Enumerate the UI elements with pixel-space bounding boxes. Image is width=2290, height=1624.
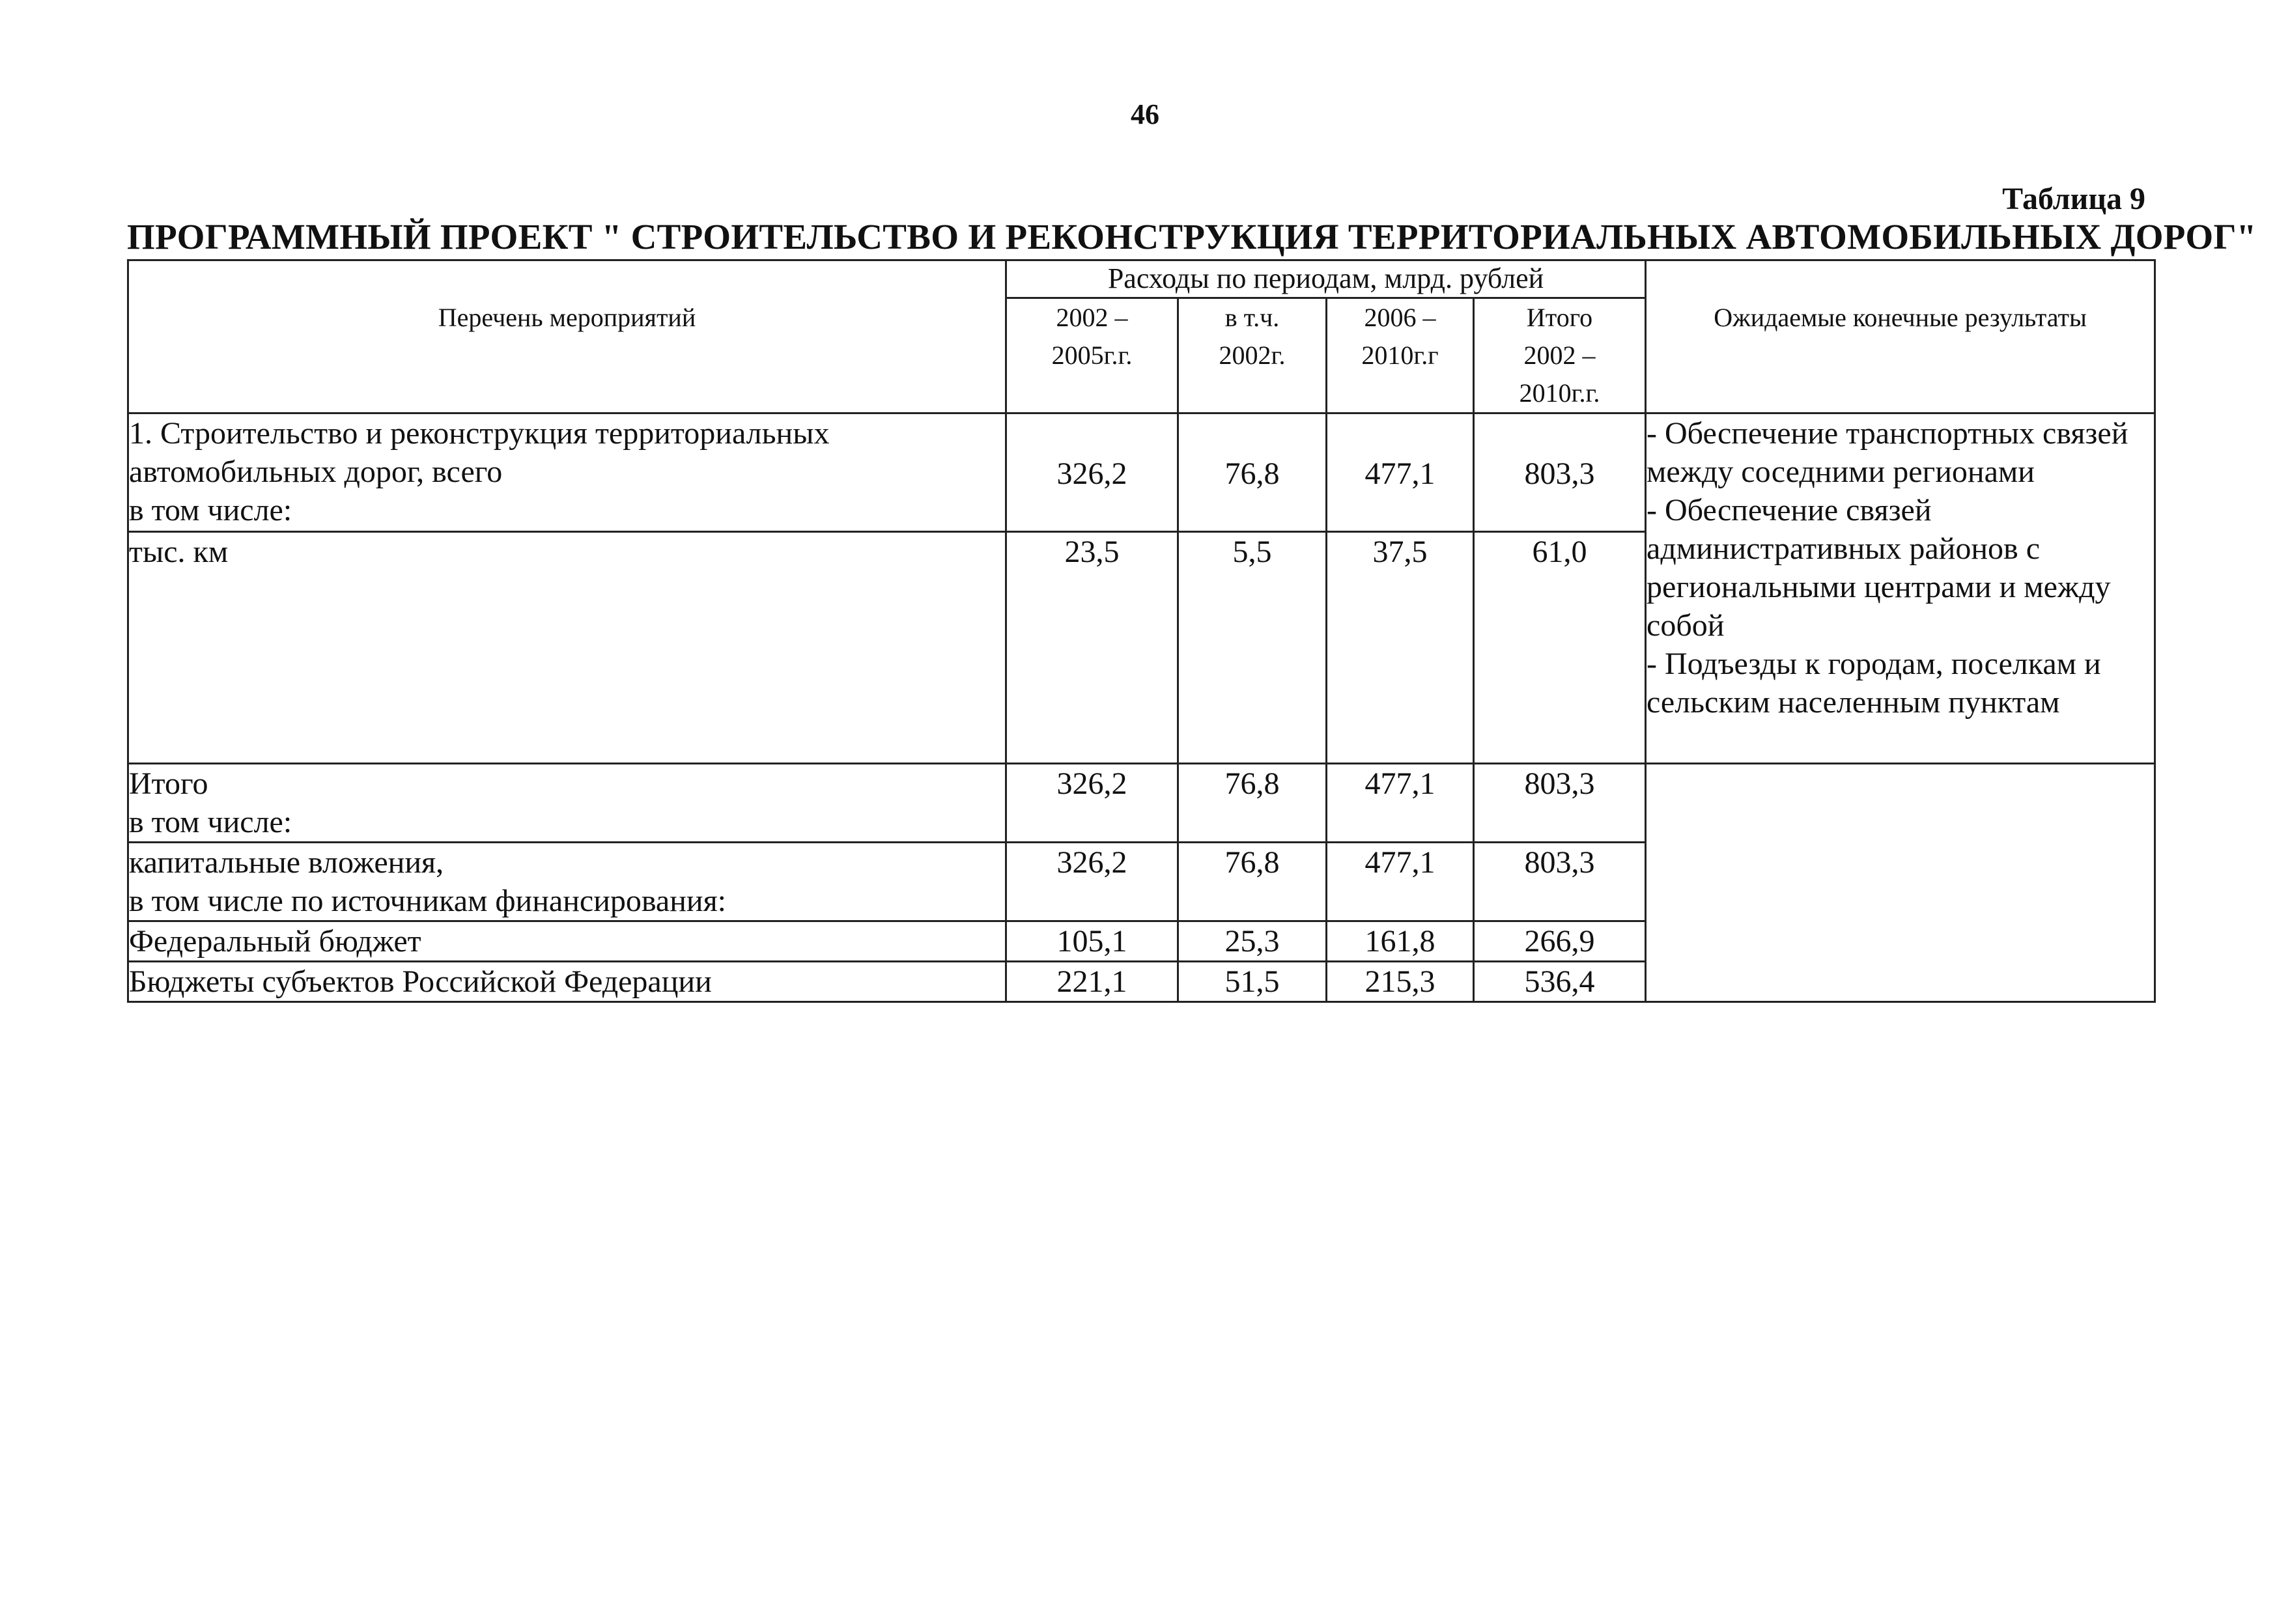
- value-cell: 61,0: [1474, 532, 1646, 764]
- row-label-line: 1. Строительство и реконструкция территориальных: [129, 416, 830, 451]
- expected-result-item: - Обеспечение связей административных районов с региональными центрами и между собой: [1647, 493, 2111, 643]
- header-expenses-group: Расходы по периодам, млрд. рублей: [1006, 260, 1646, 298]
- value-cell: 37,5: [1327, 532, 1474, 764]
- value-cell: 803,3: [1474, 413, 1646, 532]
- row-label-line: в том числе:: [129, 493, 292, 527]
- row-label-line: капитальные вложения,: [129, 845, 444, 880]
- value-cell: 477,1: [1327, 843, 1474, 921]
- row-label-line: в том числе:: [129, 805, 292, 839]
- header-period-2002-2005-line2: 2005г.г.: [1051, 341, 1133, 370]
- value-cell: 5,5: [1178, 532, 1327, 764]
- value-cell: 803,3: [1474, 843, 1646, 921]
- row-label: [128, 843, 1006, 921]
- empty-results-cell: [1646, 764, 2155, 1002]
- row-label: Федеральный бюджет: [128, 921, 1006, 962]
- value-cell: 76,8: [1178, 764, 1327, 843]
- value-cell: 326,2: [1006, 413, 1178, 532]
- value-cell: 326,2: [1006, 764, 1178, 843]
- header-total-line2: 2002 –: [1523, 341, 1596, 370]
- value-cell: 477,1: [1327, 764, 1474, 843]
- value-cell: 266,9: [1474, 921, 1646, 962]
- row-label: [128, 764, 1006, 843]
- row-label: тыс. км: [128, 532, 1006, 764]
- value-cell: 215,3: [1327, 962, 1474, 1002]
- header-total-line3: 2010г.г.: [1519, 378, 1600, 408]
- expected-result-item: - Обеспечение транспортных связей между соседними регионами: [1647, 416, 2128, 489]
- value-cell: 803,3: [1474, 764, 1646, 843]
- page-number: 46: [1131, 98, 1159, 130]
- header-period-2006-2010-line2: 2010г.г: [1361, 341, 1439, 370]
- document-title: ПРОГРАММНЫЙ ПРОЕКТ " СТРОИТЕЛЬСТВО И РЕКОНСТРУКЦИЯ ТЕРРИТОРИАЛЬНЫХ АВТОМОБИЛЬНЫХ ДОРОГ": [127, 217, 2257, 257]
- expected-results-cell: [1646, 413, 2155, 764]
- value-cell: 326,2: [1006, 843, 1178, 921]
- table-row: [128, 764, 2155, 843]
- header-period-2002-line2: 2002г.: [1219, 341, 1286, 370]
- value-cell: 161,8: [1327, 921, 1474, 962]
- value-cell: 76,8: [1178, 843, 1327, 921]
- row-label: Бюджеты субъектов Российской Федерации: [128, 962, 1006, 1002]
- row-label-line: Итого: [129, 766, 208, 801]
- value-cell: 221,1: [1006, 962, 1178, 1002]
- header-row: [128, 260, 2155, 298]
- value-cell: 23,5: [1006, 532, 1178, 764]
- value-cell: 76,8: [1178, 413, 1327, 532]
- header-period-2006-2010: [1327, 298, 1474, 413]
- header-total: [1474, 298, 1646, 413]
- value-cell: 105,1: [1006, 921, 1178, 962]
- header-period-2006-2010-line1: 2006 –: [1364, 303, 1436, 332]
- header-results: Ожидаемые конечные результаты: [1646, 260, 2155, 413]
- row-label: [128, 413, 1006, 532]
- header-period-2002-2005: [1006, 298, 1178, 413]
- row-label-line: в том числе по источникам финансирования:: [129, 884, 727, 918]
- header-period-2002: [1178, 298, 1327, 413]
- table-label: Таблица 9: [2002, 182, 2145, 216]
- header-period-2002-2005-line1: 2002 –: [1056, 303, 1128, 332]
- expected-result-item: - Подъезды к городам, поселкам и сельским населенным пунктам: [1647, 647, 2101, 720]
- table-row: [128, 413, 2155, 532]
- value-cell: 25,3: [1178, 921, 1327, 962]
- row-label-line: автомобильных дорог, всего: [129, 455, 503, 489]
- value-cell: 536,4: [1474, 962, 1646, 1002]
- expenses-table: [127, 259, 2156, 1003]
- header-activities: Перечень мероприятий: [128, 260, 1006, 413]
- header-total-line1: Итого: [1526, 303, 1593, 332]
- value-cell: 51,5: [1178, 962, 1327, 1002]
- header-period-2002-line1: в т.ч.: [1224, 303, 1280, 332]
- value-cell: 477,1: [1327, 413, 1474, 532]
